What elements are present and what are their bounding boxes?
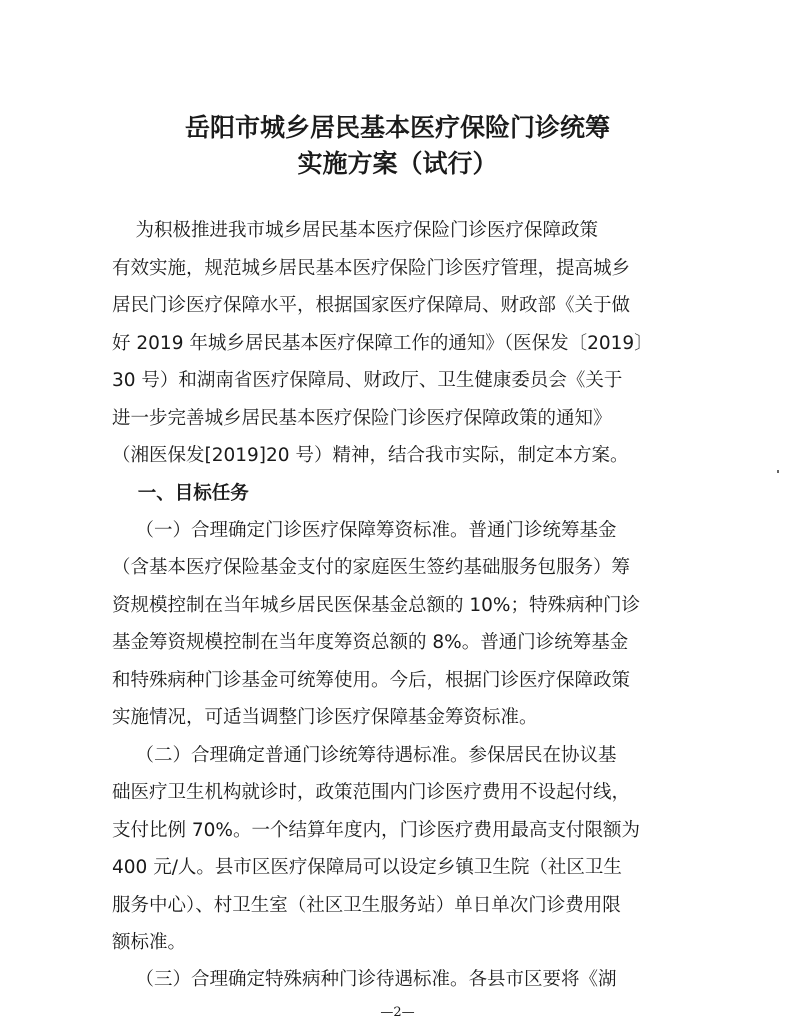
paragraph-line: 资规模控制在当年城乡居民医保基金总额的 10%；特殊病种门诊 xyxy=(112,595,641,616)
paragraph-line: （三）合理确定特殊病种门诊待遇标准。各县市区要将《湖 xyxy=(112,969,617,990)
page-number: —2— xyxy=(380,1005,415,1020)
document-title-line-1: 岳阳市城乡居民基本医疗保险门诊统筹 xyxy=(184,113,610,142)
paragraph-line: 基金筹资规模控制在当年度筹资总额的 8%。普通门诊统筹基金 xyxy=(112,632,629,653)
paragraph-line: 和特殊病种门诊基金可统筹使用。今后，根据门诊医疗保障政策 xyxy=(112,670,631,691)
paragraph-line: 好 2019 年城乡居民基本医疗保障工作的通知》（医保发〔2019〕 xyxy=(112,333,653,354)
paragraph-line: 础医疗卫生机构就诊时，政策范围内门诊医疗费用不设起付线， xyxy=(112,782,631,803)
paragraph-line: 居民门诊医疗保障水平，根据国家医疗保障局、财政部《关于做 xyxy=(112,295,631,316)
paragraph-line: （湘医保发[2019]20 号）精神，结合我市实际，制定本方案。 xyxy=(112,445,629,466)
document-title-line-2: 实施方案（试行） xyxy=(297,149,498,178)
paragraph-line: （一）合理确定门诊医疗保障筹资标准。普通门诊统筹基金 xyxy=(112,520,617,541)
paragraph-line: 为积极推进我市城乡居民基本医疗保险门诊医疗保障政策 xyxy=(112,220,599,241)
paragraph-line: 30 号）和湖南省医疗保障局、财政厅、卫生健康委员会《关于 xyxy=(112,370,623,391)
paragraph-line: 支付比例 70%。一个结算年度内，门诊医疗费用最高支付限额为 xyxy=(112,820,641,841)
paragraph-line: 进一步完善城乡居民基本医疗保险门诊医疗保障政策的通知》 xyxy=(112,408,612,429)
paragraph-line: （二）合理确定普通门诊统筹待遇标准。参保居民在协议基 xyxy=(112,745,617,766)
paragraph-line: （含基本医疗保险基金支付的家庭医生签约基础服务包服务）筹 xyxy=(112,557,631,578)
paragraph-line: 有效实施，规范城乡居民基本医疗保险门诊医疗管理，提高城乡 xyxy=(112,258,631,279)
paragraph-line: 服务中心）、村卫生室（社区卫生服务站）单日单次门诊费用限 xyxy=(112,895,621,916)
paragraph-line: 额标准。 xyxy=(112,932,187,953)
paragraph-line: 实施情况，可适当调整门诊医疗保障基金筹资标准。 xyxy=(112,707,538,728)
paragraph-line: 400 元/人。县市区医疗保障局可以设定乡镇卫生院（社区卫生 xyxy=(112,857,622,878)
section-heading: 一、目标任务 xyxy=(112,483,249,504)
scan-speck xyxy=(777,470,779,473)
